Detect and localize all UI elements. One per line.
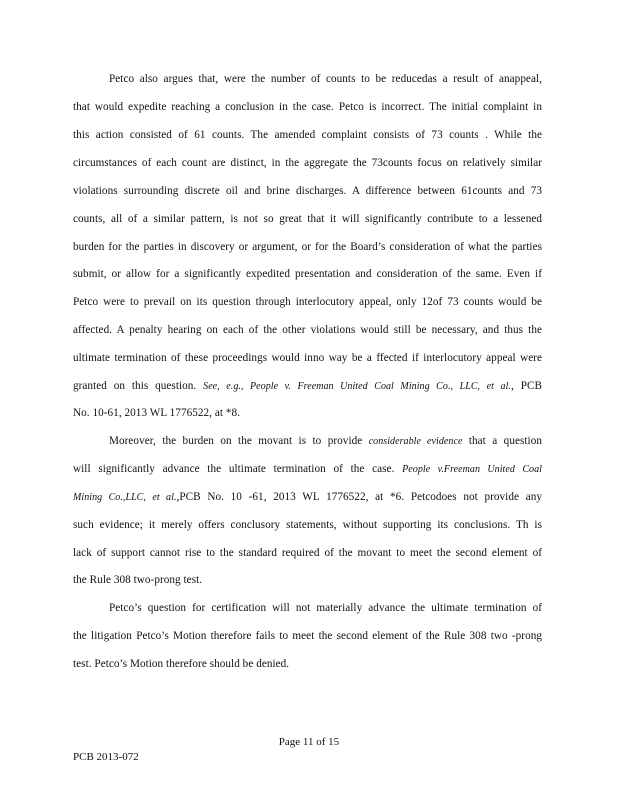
paragraph-1-line-12 <box>73 379 542 394</box>
paragraph-1-line-1: Petco also argues that, were the number of counts to be reducedas a result of anappeal, <box>109 73 542 85</box>
paragraph-1-line-7: burden for the parties in discovery or argument, or for the Board’s consideration of what the parties <box>73 241 542 253</box>
paragraph-2-line-1 <box>109 434 542 449</box>
paragraph-1-line-4: circumstances of each count are distinct, in the aggregate the 73counts focus on relatively similar <box>73 157 542 169</box>
paragraph-2-line-3-text: ,PCB No. 10 -61, 2013 WL 1776522, at *6. Petcodoes not provide any <box>176 491 542 503</box>
paragraph-1-line-2: that would expedite reaching a conclusion in the case. Petco is incorrect. The initial complaint in <box>73 101 542 113</box>
paragraph-1-line-5: violations surrounding discrete oil and brine discharges. A difference between 61counts and 73 <box>73 185 542 197</box>
paragraph-1-line-3: this action consisted of 61 counts. The amended complaint consists of 73 counts . While the <box>73 129 542 141</box>
docket-number: PCB 2013-072 <box>73 751 139 763</box>
paragraph-2-line-1-text-a: Moreover, the burden on the movant is to provide <box>109 435 363 447</box>
citation-pcb: , PCB <box>510 380 542 392</box>
paragraph-3-line-1: Petco’s question for certification will not materially advance the ultimate termination of <box>109 602 542 614</box>
paragraph-1-line-8: submit, or allow for a significantly expedited presentation and consideration of the same. Even if <box>73 268 542 280</box>
paragraph-1-line-9: Petco were to prevail on its question through interlocutory appeal, only 12of 73 counts would be <box>73 296 542 308</box>
citation-people-v-freeman-2: People v.Freeman United Coal <box>402 464 542 475</box>
paragraph-2-line-2-text: will significantly advance the ultimate termination of the case. <box>73 463 395 475</box>
paragraph-1-line-12-text: granted on this question. <box>73 380 197 392</box>
paragraph-1-line-6: counts, all of a similar pattern, is not so great that it will significantly contribute to a lessened <box>73 213 542 225</box>
paragraph-2-line-5: lack of support cannot rise to the standard required of the movant to meet the second element of <box>73 547 542 559</box>
paragraph-1-line-11: ultimate termination of these proceedings would inno way be a ffected if interlocutory appeal were <box>73 352 542 364</box>
emphasis-considerable-evidence: considerable evidence <box>368 436 463 447</box>
citation-mining-co: Mining Co.,LLC, et al. <box>73 492 177 503</box>
paragraph-3-line-2: the litigation Petco’s Motion therefore fails to meet the second element of the Rule 308 two -prong <box>73 630 542 642</box>
paragraph-2-line-4: such evidence; it merely offers conclusory statements, without supporting its conclusions. Th is <box>73 519 542 531</box>
paragraph-2-line-6: the Rule 308 two-prong test. <box>73 574 203 586</box>
paragraph-1-line-13: No. 10-61, 2013 WL 1776522, at *8. <box>73 407 241 419</box>
paragraph-1-line-10: affected. A penalty hearing on each of the other violations would still be necessary, and thus the <box>73 324 542 336</box>
paragraph-3-line-3: test. Petco’s Motion therefore should be denied. <box>73 658 290 670</box>
paragraph-2-line-2 <box>73 462 542 477</box>
page-number: Page 11 of 15 <box>278 736 340 748</box>
paragraph-2-line-1-text-b: that a question <box>468 435 542 447</box>
citation-people-v-freeman: See, e.g., People v. Freeman United Coal Mining Co., LLC, et al. <box>203 381 511 392</box>
paragraph-2-line-3 <box>73 490 542 505</box>
